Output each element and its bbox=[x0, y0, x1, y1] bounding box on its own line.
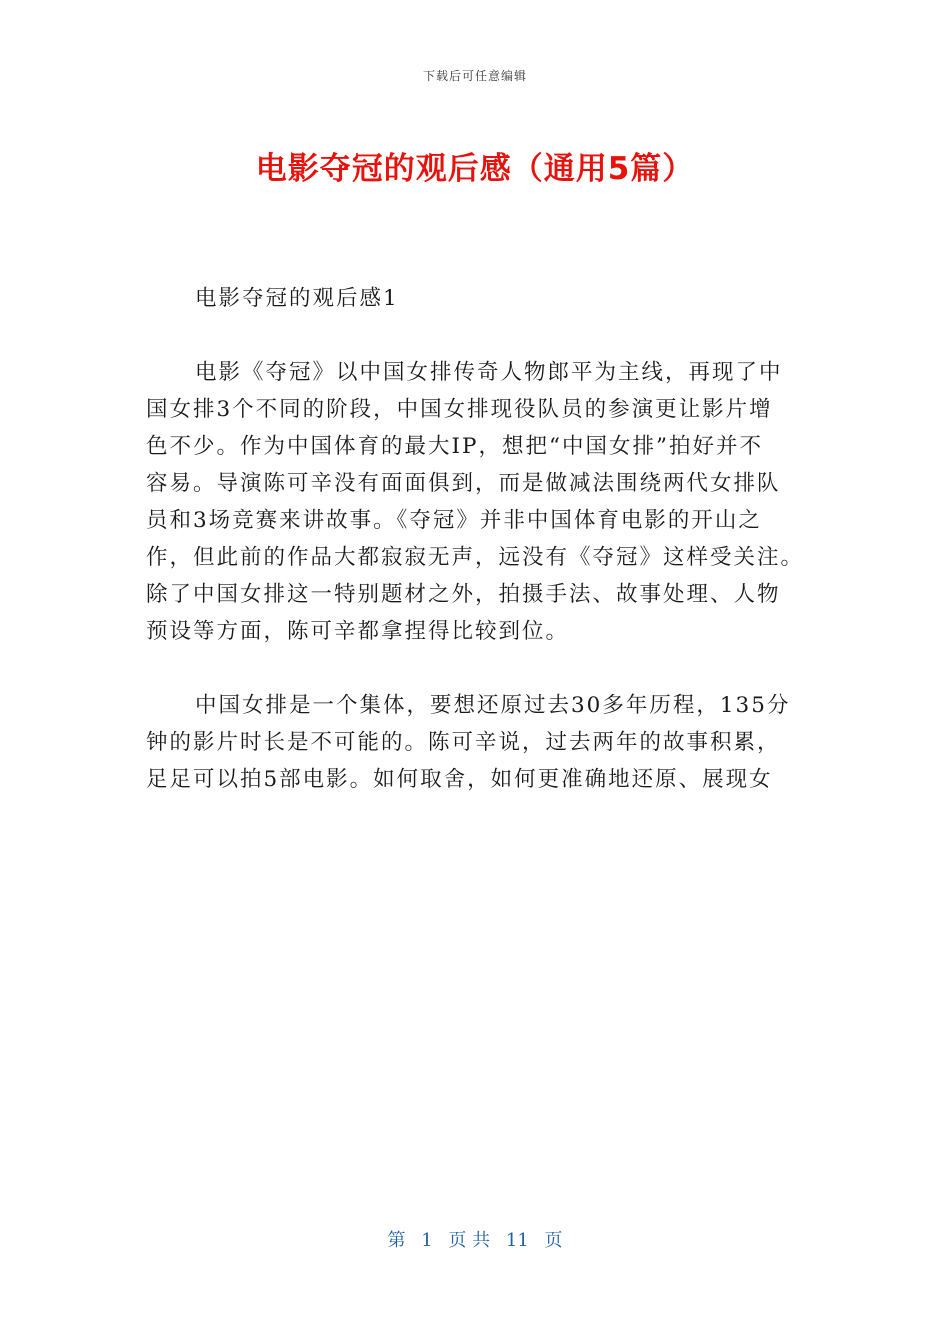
document-title: 电影夺冠的观后感（通用5篇） bbox=[255, 151, 695, 187]
body-paragraph: 中国女排是一个集体，要想还原过去30多年历程，135分 钟的影片时长是不可能的。陈可辛说，过去两年的故事积累， 足足可以拍5部电影。如何取舍，如何更准确地还原、展现女 bbox=[146, 693, 791, 792]
section-heading: 电影夺冠的观后感1 bbox=[195, 286, 399, 311]
total-page-count: 11 bbox=[505, 1230, 529, 1251]
footer-suffix: 页 bbox=[544, 1230, 563, 1251]
document-body bbox=[146, 280, 806, 835]
footer-prefix: 第 bbox=[387, 1230, 406, 1251]
body-paragraph: 电影《夺冠》以中国女排传奇人物郎平为主线，再现了中 国女排3个不同的阶段，中国女排现役队员的参演更让影片增 色不少。作为中国体育的最大IP，想把“中国女排”拍好并不 容易。导演陈可辛没有面面俱到，而是做减法围绕两代女排队 员和3场竞赛来讲故事。《夺冠》并非中国体育电影的开山之 作，但此前的作品大都寂寂无声，远没有《夺冠》这样受关注。 除了中国女排这一特别题材之外，拍摄手法、故事处理、人物 预设等方面，陈可辛都拿捏得比较到位。 bbox=[146, 360, 805, 644]
footer-middle: 页 共 bbox=[448, 1230, 491, 1251]
header-note: 下载后可任意编辑 bbox=[422, 69, 527, 83]
page-number-footer bbox=[0, 1226, 950, 1252]
current-page-number: 1 bbox=[421, 1230, 433, 1251]
